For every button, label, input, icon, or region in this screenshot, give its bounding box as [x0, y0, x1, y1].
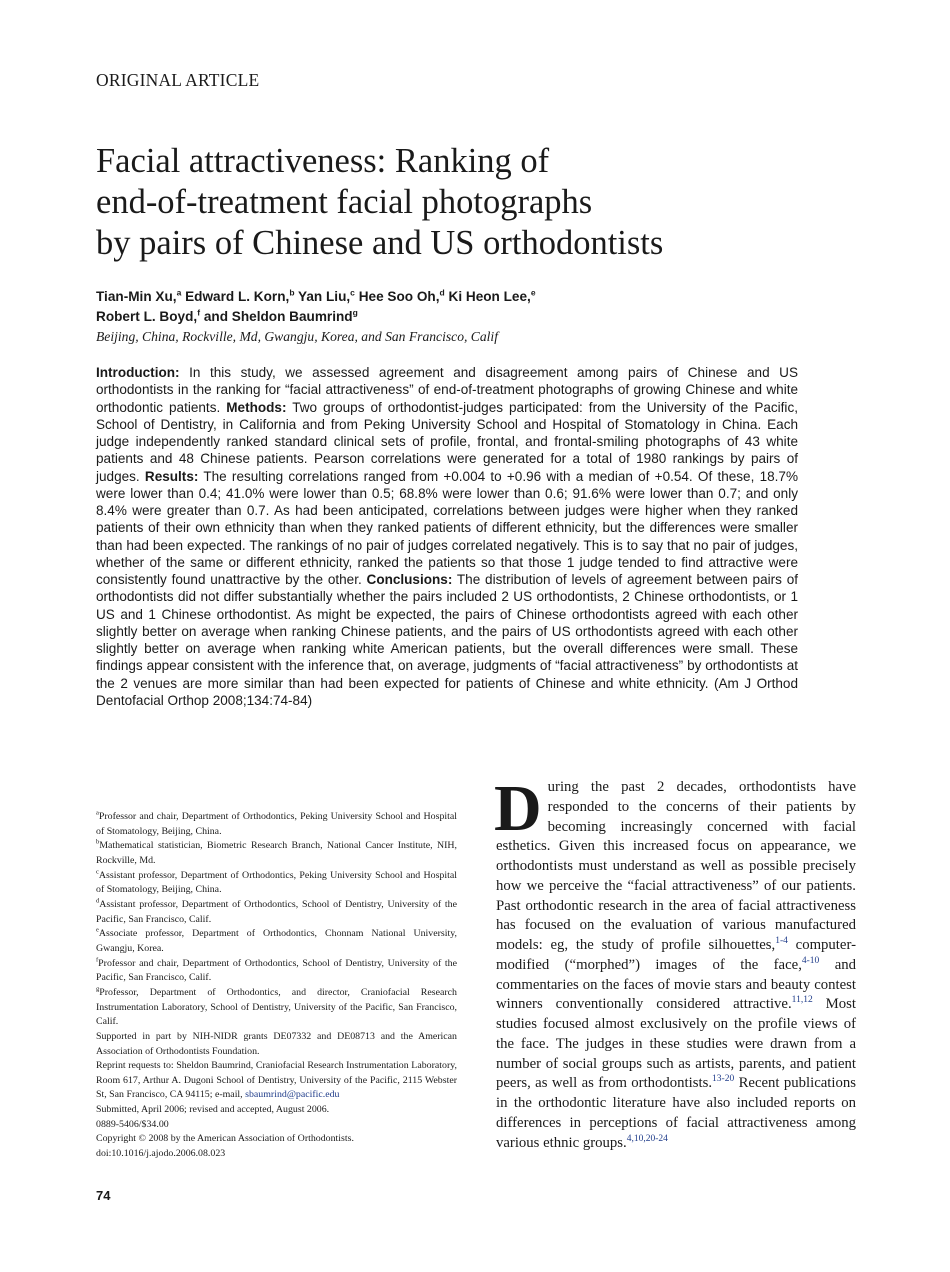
footnote-mark: c	[96, 868, 99, 876]
journal-citation: (Am J Orthod Dentofacial Orthop 2008;134:74-84)	[96, 675, 798, 708]
author-affiliation-mark: f	[197, 307, 201, 318]
affiliation-footnote	[96, 986, 457, 1030]
title-line: by pairs of Chinese and US orthodontists	[96, 224, 664, 262]
author-affiliation-mark: e	[530, 287, 536, 298]
author-name: Yan Liu,	[298, 289, 351, 304]
affiliation-footnote	[96, 927, 457, 956]
reprint-requests	[96, 1059, 457, 1103]
author-name: and Sheldon Baumrind	[203, 309, 353, 324]
author-locations: Beijing, China, Rockville, Md, Gwangju, Korea, and San Francisco, Calif	[96, 329, 498, 344]
reference-citation[interactable]: 13-20	[712, 1074, 735, 1085]
footnote-mark: e	[96, 926, 99, 934]
affiliation-footnote	[96, 869, 457, 898]
footnote-mark: d	[96, 897, 100, 905]
author-name: Hee Soo Oh,	[358, 289, 440, 304]
abstract	[96, 364, 798, 709]
author-affiliation-mark: d	[439, 287, 445, 298]
author-affiliation-mark: g	[352, 307, 358, 318]
page-number: 74	[96, 1188, 111, 1203]
author-name: Ki Heon Lee,	[448, 289, 531, 304]
title-line: end-of-treatment facial photographs	[96, 183, 593, 221]
email-link[interactable]: sbaumrind@pacific.edu	[245, 1089, 340, 1101]
abstract-results-label: Results:	[144, 468, 199, 484]
author-list	[96, 287, 856, 327]
author-name: Robert L. Boyd,	[96, 309, 198, 324]
submission-dates: Submitted, April 2006; revised and accepted, August 2006.	[96, 1104, 330, 1116]
author-affiliation-mark: a	[176, 287, 182, 298]
footnote-text: Mathematical statistician, Biometric Research Branch, National Cancer Institute, NIH, Rockville, Md.	[96, 840, 457, 866]
funding-note: Supported in part by NIH-NIDR grants DE07332 and DE08713 and the American Association of Orthodontists Foundation.	[96, 1030, 457, 1057]
reference-citation[interactable]: 4-10	[801, 955, 820, 966]
footnotes	[96, 810, 457, 1162]
footnote-mark: b	[96, 839, 100, 847]
issn: 0889-5406/$34.00	[96, 1118, 169, 1130]
author-name: Edward L. Korn,	[185, 289, 290, 304]
article-title	[96, 141, 856, 264]
footnote-mark: a	[96, 809, 99, 817]
footnote-text: Assistant professor, Department of Orthodontics, Peking University School and Hospital of Stomatology, Beijing, China.	[96, 869, 457, 896]
affiliation-footnote	[96, 957, 457, 986]
affiliation-footnote	[96, 810, 457, 839]
footnote-text: Professor, Department of Orthodontics, and director, Craniofacial Research Instrumentation Laboratory, School of Dentistry, University of the Pacific, San Francisco, Calif.	[96, 986, 457, 1028]
doi: doi:10.1016/j.ajodo.2006.08.023	[96, 1148, 226, 1160]
footnote-text: Associate professor, Department of Orthodontics, Chonnam National University, Gwangju, Korea.	[96, 928, 457, 954]
footnote-mark: g	[96, 985, 100, 993]
abstract-conclusions-label: Conclusions:	[366, 572, 453, 587]
author-affiliation-mark: b	[289, 287, 295, 298]
affiliation-footnote	[96, 898, 457, 927]
footnote-text: Professor and chair, Department of Orthodontics, School of Dentistry, University of the Pacific, San Francisco, Calif.	[96, 957, 457, 984]
body-text-run: computer-modified (“morphed”) images of the face,	[496, 937, 856, 973]
abstract-introduction-text: In this study, we assessed agreement and disagreement among pairs of Chinese and US orthodontists in the ranking for “facial attractiveness” of end-of-treatment photographs of growing Chinese and white orthodontic patients.	[96, 365, 798, 415]
body-text-run: uring the past 2 decades, orthodontists have responded to the concerns of their patients by becoming increasingly concerned with facial esthetics. Given this increased focus on appearance, we orthodontists must understand as well as possible precisely how we perceive the “facial attractiveness” of our patients. Past orthodontic research in the area of facial attractiveness has focused on the evaluation of various manufactured models: eg, the study of profile silhouettes,	[496, 779, 856, 953]
body-text-run: Most studies focused almost exclusively on the profile views of the face. The judges in these studies were drawn from a number of social groups such as artists, parents, and patient peers, as well as from orthodontists.	[496, 996, 856, 1092]
reference-citation[interactable]: 1-4	[775, 936, 788, 947]
abstract-conclusions-text: The distribution of levels of agreement between pairs of orthodontists did not differ substantially whether the pairs included 2 US orthodontists, 2 Chinese orthodontists, or 1 US and 1 Chinese orthodontist. As might be expected, the pairs of Chinese orthodontists agreed with each other slightly better on average when ranking Chinese patients, and the pairs of US orthodontists agreed with each other slightly better on average when ranking white American patients, but the overall differences were small. These findings appear consistent with the inference that, on average, judgments of “facial attractiveness” by orthodontists at the 2 venues are more similar than had been expected for patients of Chinese and white ethnicity.	[96, 572, 799, 691]
reprint-text: Reprint requests to: Sheldon Baumrind, Craniofacial Research Instrumentation Laboratory, Room 617, Arthur A. Dugoni School of Dentistry, University of the Pacific, 2115 Webster St, San Francisco, CA 94115; e-mail,	[96, 1060, 457, 1101]
drop-cap: D	[494, 772, 542, 845]
affiliation-footnote	[96, 839, 457, 868]
section-label: ORIGINAL ARTICLE	[96, 70, 260, 90]
footnote-text: Professor and chair, Department of Orthodontics, Peking University School and Hospital of Stomatology, Beijing, China.	[96, 811, 457, 837]
title-line: Facial attractiveness: Ranking of	[96, 142, 550, 180]
reference-citation[interactable]: 4,10,20-24	[626, 1133, 668, 1144]
copyright: Copyright © 2008 by the American Association of Orthodontists.	[96, 1133, 354, 1145]
body-paragraph	[494, 772, 856, 1153]
footnote-mark: f	[96, 956, 99, 964]
abstract-methods-label: Methods:	[226, 399, 287, 415]
abstract-methods-text: Two groups of orthodontist-judges participated: from the University of the Pacific, School of Dentistry, in California and from Peking University School and Hospital of Stomatology in China. Each judge independently ranked standard clinical sets of profile, frontal, and frontal-smiling photographs of 43 white patients and 48 Chinese patients. Pearson correlations were generated for a total of 1980 rankings by pairs of judges.	[96, 399, 798, 484]
footnote-text: Assistant professor, Department of Orthodontics, School of Dentistry, University of the Pacific, San Francisco, Calif.	[96, 898, 457, 925]
author-name: Tian-Min Xu,	[96, 289, 177, 304]
author-affiliation-mark: c	[350, 287, 355, 298]
reference-citation[interactable]: 11,12	[791, 995, 813, 1006]
abstract-introduction-label: Introduction:	[96, 365, 180, 380]
body-text-run: and commentaries on the faces of movie stars and beauty contest winners conventionally considered attractive.	[496, 956, 856, 1013]
abstract-results-text: The resulting correlations ranged from +0.004 to +0.96 with a median of +0.54. Of these, 18.7% were lower than 0.4; 41.0% were lower than 0.5; 68.8% were lower than 0.6; 91.6% were lower than 0.7; and only 8.4% were greater than 0.7. As had been anticipated, correlations between judges were higher when they ranked patients of their own ethnicity than when they ranked patients of different ethnicity, but the differences were smaller than had been expected. The rankings of no pair of judges correlated negatively. This is to say that no pair of judges, whether of the same or different ethnicity, ranked the patients so that those 1 judge tended to find attractive were consistently found unattractive by the other.	[96, 468, 798, 587]
body-text-run: Recent publications in the orthodontic literature have also included reports on differences in perceptions of facial attractiveness among various ethnic groups.	[496, 1075, 856, 1151]
